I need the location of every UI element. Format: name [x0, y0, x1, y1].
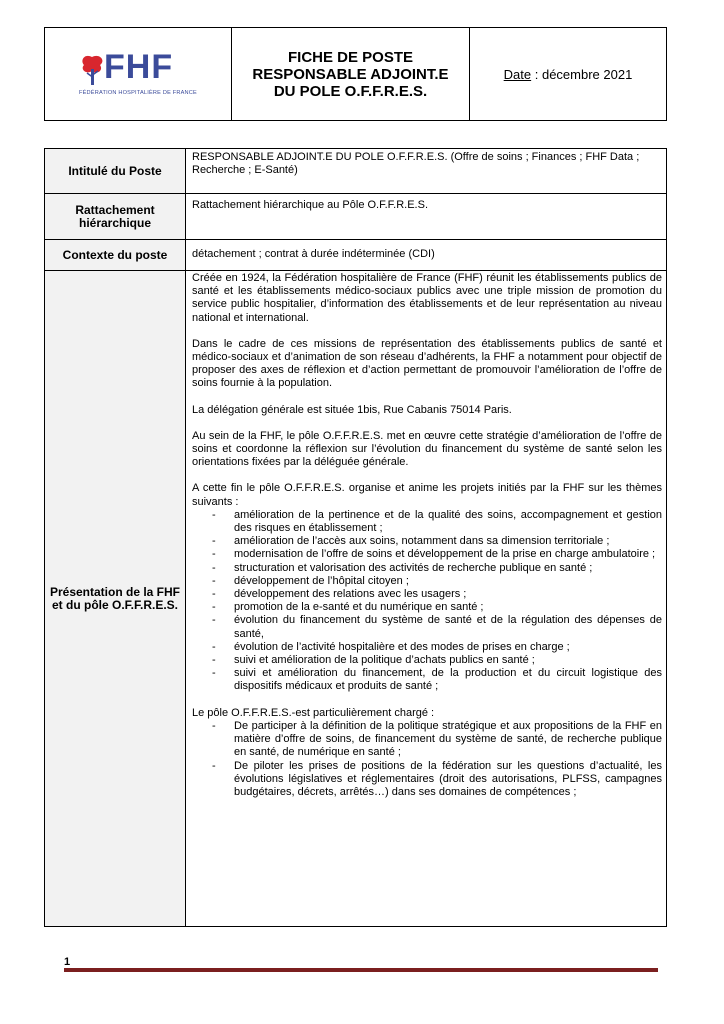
- row-value: [186, 271, 667, 927]
- list-item: - amélioration de la pertinence et de la qualité des soins, accompagnement et gestion des risques en établissement ;: [192, 509, 662, 535]
- row-label: Rattachement hiérarchique: [45, 194, 186, 240]
- list-item: - structuration et valorisation des activités de recherche publique en santé ;: [192, 562, 662, 575]
- row-contexte: [45, 240, 667, 271]
- title-line: DU POLE O.F.F.R.E.S.: [273, 82, 428, 100]
- title-line: RESPONSABLE ADJOINT.E: [252, 65, 449, 83]
- document-title: [232, 28, 470, 121]
- paragraph: Dans le cadre de ces missions de représentation des établissements publics de santé et médico-sociaux et d’animation de son réseau d’adhérents, la FHF a notamment pour objectif de proposer des axes de réflexion et d’action permettant de promouvoir l’amélioration de l’offre de soins fournie à la population.: [192, 337, 662, 390]
- row-intitule: [45, 149, 667, 194]
- paragraph: La délégation générale est située 1bis, Rue Cabanis 75014 Paris.: [192, 403, 512, 416]
- row-value: RESPONSABLE ADJOINT.E DU POLE O.F.F.R.E.S. (Offre de soins ; Finances ; FHF Data ; Recherche ; E-Santé): [186, 149, 667, 194]
- paragraph: Créée en 1924, la Fédération hospitalière de France (FHF) réunit les établissements publics de santé et les établissements médico-sociaux publics avec une triple mission de promotion du service public hospitalier, d’information des établissements et de leur représentation au niveau national et international.: [192, 272, 662, 324]
- list-item: - modernisation de l’offre de soins et développement de la prise en charge ambulatoire ;: [192, 548, 662, 561]
- row-label: Intitulé du Poste: [45, 149, 186, 194]
- list-item: - De piloter les prises de positions de la fédération sur les questions d’actualité, les évolutions législatives et réglementaires (droit des autorisations, PLFSS, campagnes budgétaires, décrets, arrêtés…) dans ses domaines de compétences ;: [192, 760, 662, 800]
- themes-list: [192, 509, 662, 694]
- date-cell: [470, 28, 667, 121]
- list-item: - suivi et amélioration de la politique d’achats publics en santé ;: [192, 654, 662, 667]
- job-description-table: [44, 148, 667, 927]
- row-value: Rattachement hiérarchique au Pôle O.F.F.R.E.S.: [186, 194, 667, 240]
- list-item: - développement des relations avec les usagers ;: [192, 588, 662, 601]
- header-table: [44, 27, 667, 121]
- list-item: - évolution du financement du système de santé et de la régulation des dépenses de santé,: [192, 614, 662, 640]
- logo-text: FHF: [104, 48, 174, 86]
- list-item: - amélioration de l’accès aux soins, notamment dans sa dimension territoriale ;: [192, 535, 662, 548]
- row-label: Contexte du poste: [45, 240, 186, 271]
- paragraph: A cette fin le pôle O.F.F.R.E.S. organise et anime les projets initiés par la FHF sur les thèmes suivants :: [192, 482, 662, 508]
- date-label: Date: [503, 66, 532, 82]
- row-value: détachement ; contrat à durée indéterminée (CDI): [186, 240, 667, 271]
- row-presentation: [45, 271, 667, 927]
- list-item: - évolution de l’activité hospitalière et des modes de prises en charge ;: [192, 641, 662, 654]
- date-value: : décembre 2021: [531, 66, 633, 82]
- paragraph: Le pôle O.F.F.R.E.S.-est particulièrement chargé :: [192, 706, 435, 719]
- list-item: - De participer à la définition de la politique stratégique et aux propositions de la FHF en matière d’offre de soins, de financement du système de santé, de recherche publique en santé, de numérique en santé ;: [192, 720, 662, 760]
- list-item: - suivi et amélioration du financement, de la production et du circuit logistique des dispositifs médicaux et produits de santé ;: [192, 667, 662, 693]
- list-item: - développement de l’hôpital citoyen ;: [192, 575, 662, 588]
- logo-cell: [45, 28, 232, 121]
- list-item: - promotion de la e-santé et du numérique en santé ;: [192, 601, 662, 614]
- fhf-logo: [78, 47, 198, 101]
- row-label: Présentation de la FHF et du pôle O.F.F.R.E.S.: [45, 271, 186, 927]
- title-line: FICHE DE POSTE: [287, 48, 414, 66]
- page-number: 1: [64, 956, 71, 968]
- footer-rule: [64, 968, 658, 972]
- charges-list: [192, 720, 662, 799]
- logo-subtitle: FÉDÉRATION HOSPITALIÈRE DE FRANCE: [79, 90, 197, 96]
- paragraph: Au sein de la FHF, le pôle O.F.F.R.E.S. met en œuvre cette stratégie d’amélioration de l’offre de soins et coordonne la réflexion sur l’évolution du financement du système de santé selon les orientations fixées par la déléguée générale.: [192, 429, 662, 469]
- row-rattachement: [45, 194, 667, 240]
